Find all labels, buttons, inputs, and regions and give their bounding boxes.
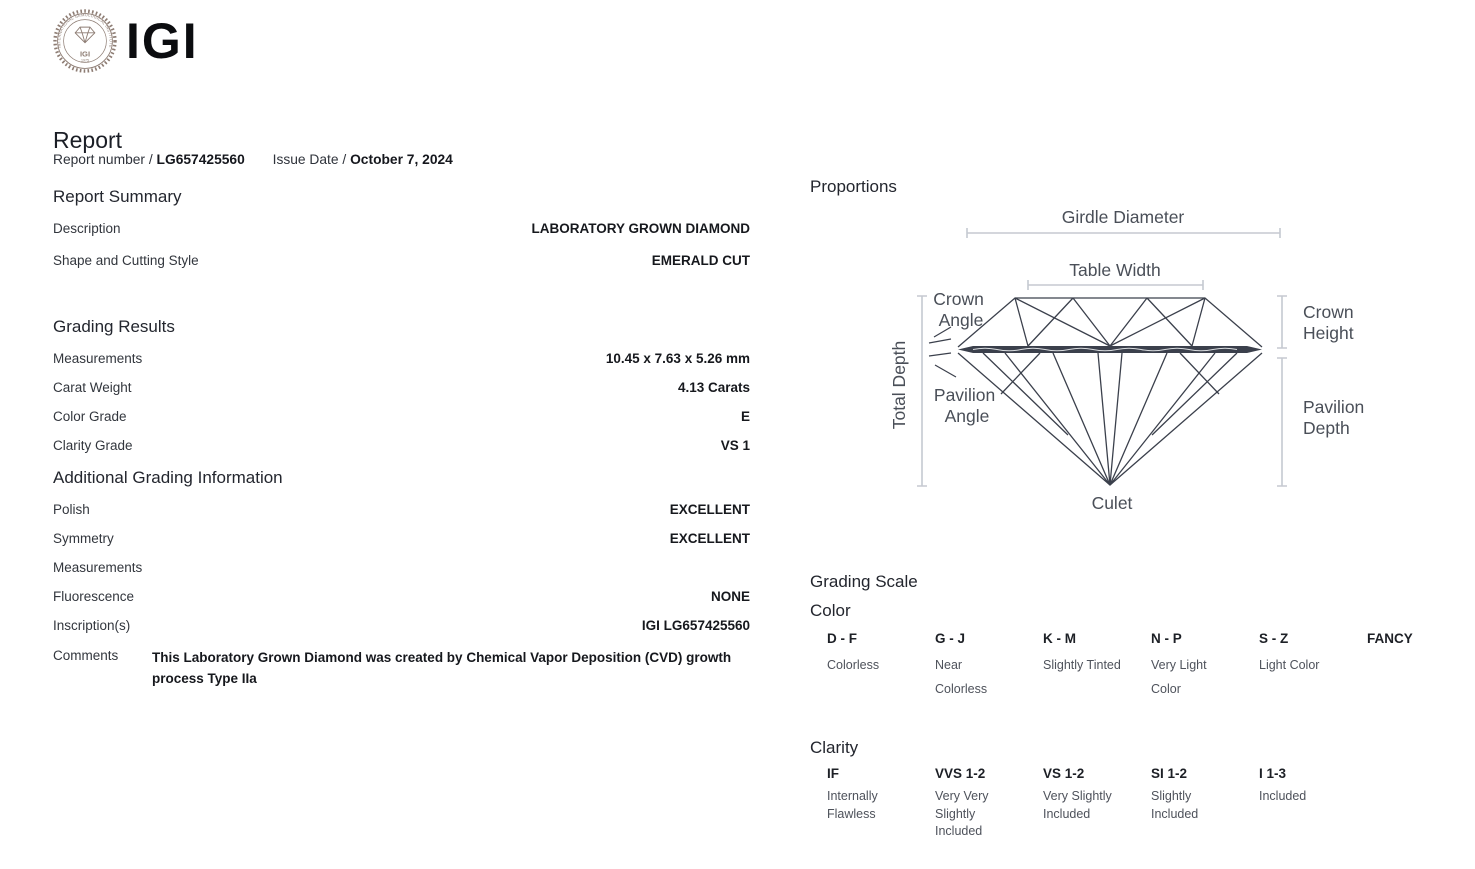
report-row: Inscription(s) IGI LG657425560 (53, 618, 750, 633)
report-number-label: Report number / (53, 152, 153, 167)
color-scale-column: S - Z Light Color (1259, 631, 1320, 672)
clarity-scale-grid (827, 766, 1367, 841)
girdle-band (958, 346, 1262, 353)
pavilion-depth-bracket (1277, 358, 1287, 486)
clarity-scale-column: IF Internally Flawless (827, 766, 878, 821)
color-scale-column: K - M Slightly Tinted (1043, 631, 1121, 672)
pavilion-depth-label: Pavilion Depth (1303, 397, 1365, 438)
clarity-scale-column: SI 1-2 Slightly Included (1151, 766, 1199, 821)
total-depth-label: Total Depth (889, 340, 909, 430)
brand-header (53, 9, 199, 73)
color-scale-column: D - F Colorless (827, 631, 880, 672)
seal-year: 1975 (81, 58, 89, 63)
report-meta (53, 152, 453, 167)
table-width-label: Table Width (1069, 260, 1161, 280)
report-row: Symmetry EXCELLENT (53, 531, 750, 546)
color-scale-grid (827, 631, 1475, 701)
crown-height-label: Crown Height (1303, 302, 1354, 343)
color-scale-column: G - J Near Colorless (935, 631, 988, 696)
diamond-proportions-diagram (855, 195, 1455, 540)
girdle-diameter-measure-line (967, 228, 1280, 238)
issue-date-value: October 7, 2024 (350, 152, 453, 167)
comments-value: This Laboratory Grown Diamond was created by Chemical Vapor Deposition (CVD) growth process Type IIa (152, 650, 732, 686)
additional-grading-section (53, 468, 750, 689)
comments-label: Comments (53, 648, 119, 663)
comments-row (53, 647, 750, 689)
seal-monogram: IGI (79, 49, 91, 59)
seal-ring-text: INTERNATIONAL GEMOLOGICAL INSTITUTE (56, 12, 114, 49)
girdle-diameter-label: Girdle Diameter (1061, 207, 1185, 227)
report-row: Description LABORATORY GROWN DIAMOND (53, 221, 750, 236)
issue-date-label: Issue Date / (272, 152, 347, 167)
report-row: Measurements (53, 560, 143, 575)
color-scale-heading: Color (810, 601, 851, 620)
clarity-scale-heading: Clarity (810, 738, 859, 757)
seal-diamond-icon (75, 27, 95, 43)
report-row: Polish EXCELLENT (53, 502, 750, 517)
clarity-scale-column: I 1-3 Included (1259, 766, 1307, 803)
total-depth-bracket (917, 296, 927, 486)
page-title: Report (53, 127, 123, 154)
clarity-scale-column: VVS 1-2 Very Very Slightly Included (935, 766, 989, 838)
report-row: Carat Weight 4.13 Carats (53, 380, 750, 395)
report-row: Color Grade E (53, 409, 750, 424)
proportions-heading: Proportions (810, 177, 897, 196)
report-row: Fluorescence NONE (53, 589, 750, 604)
pavilion-angle-label: Pavilion Angle (933, 385, 996, 426)
report-summary-heading: Report Summary (53, 187, 182, 206)
igi-seal-icon (53, 9, 117, 73)
grading-scale-heading: Grading Scale (810, 572, 918, 591)
table-width-measure-line (1028, 280, 1203, 290)
report-row: Shape and Cutting Style EMERALD CUT (53, 253, 750, 268)
crown-angle-label: Crown Angle (933, 289, 984, 330)
culet-label: Culet (1091, 493, 1133, 513)
color-scale-column: FANCY (1367, 631, 1413, 646)
crown-height-bracket (1277, 296, 1287, 348)
igi-wordmark: IGI (126, 13, 199, 69)
report-summary-section (53, 187, 750, 285)
report-row: Clarity Grade VS 1 (53, 438, 750, 453)
color-scale-column: N - P Very Light Color (1151, 631, 1207, 696)
grading-results-section (53, 317, 750, 467)
grading-results-heading: Grading Results (53, 317, 175, 336)
report-number-value: LG657425560 (156, 152, 245, 167)
report-row: Measurements 10.45 x 7.63 x 5.26 mm (53, 351, 750, 366)
additional-grading-heading: Additional Grading Information (53, 468, 283, 487)
clarity-scale-column: VS 1-2 Very Slightly Included (1043, 766, 1112, 821)
